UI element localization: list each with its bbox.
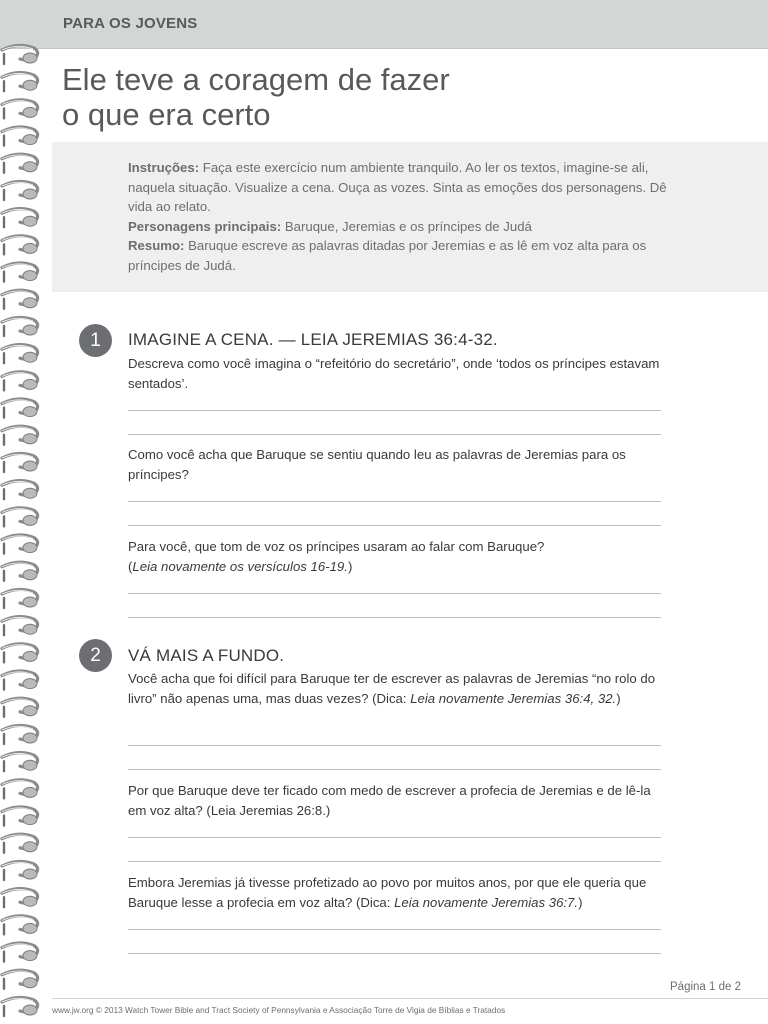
spiral-ring-icon	[2, 345, 38, 364]
summary-label: Resumo:	[128, 238, 185, 254]
spiral-ring-icon	[2, 372, 38, 391]
spiral-binding-icon	[0, 40, 48, 1024]
spiral-ring-icon	[2, 861, 38, 880]
spiral-ring-icon	[2, 780, 38, 799]
characters-body: Baruque, Jeremias e os príncipes de Judá	[281, 218, 532, 234]
spiral-ring-icon	[2, 154, 38, 173]
answer-line[interactable]	[128, 501, 661, 502]
spiral-ring-icon	[2, 589, 38, 608]
question-paren-close: )	[616, 691, 621, 706]
question-paren-close: )	[578, 895, 583, 910]
characters-label: Personagens principais:	[128, 218, 282, 234]
spiral-ring-icon	[2, 644, 38, 663]
answer-line[interactable]	[128, 525, 661, 526]
question-2-2	[128, 781, 668, 821]
spiral-ring-icon	[2, 399, 38, 418]
spiral-ring-icon	[2, 535, 38, 554]
answer-line[interactable]	[128, 434, 661, 435]
title-line-2: o que era certo	[62, 97, 271, 132]
spiral-ring-icon	[2, 453, 38, 472]
answer-line[interactable]	[128, 861, 661, 862]
spiral-ring-icon	[2, 45, 38, 64]
spiral-ring-icon	[2, 263, 38, 282]
question-hint: Leia novamente os versículos 16-19.	[132, 559, 348, 574]
spiral-ring-icon	[2, 698, 38, 717]
question-1-1	[128, 354, 668, 394]
answer-line[interactable]	[128, 953, 661, 954]
question-paren-close: )	[347, 559, 353, 574]
question-hint: Leia novamente Jeremias 36:4, 32.	[410, 691, 617, 706]
spiral-ring-icon	[2, 236, 38, 255]
spiral-ring-icon	[2, 725, 38, 744]
answer-line[interactable]	[128, 769, 661, 770]
answer-line[interactable]	[128, 837, 661, 838]
section-2-number-badge: 2	[79, 639, 112, 672]
question-text: Para você, que tom de voz os príncipes usaram ao falar com Baruque?	[128, 539, 545, 554]
question-text: Embora Jeremias já tivesse profetizado ao povo por muitos anos, por que ele queria que Baruque lesse a profecia em voz alta? (Dica:	[128, 875, 647, 910]
instructions-text	[128, 158, 673, 276]
instructions-body: Faça este exercício num ambiente tranquilo. Ao ler os textos, imagine-se ali, naquela situação. Visualize a cena. Ouça as vozes. Sinta as emoções dos personagens. Dê vida ao relato.	[128, 160, 667, 215]
question-1-3	[128, 537, 668, 577]
instructions-panel	[52, 142, 768, 292]
spiral-ring-icon	[2, 753, 38, 772]
spiral-ring-icon	[2, 426, 38, 445]
spiral-ring-icon	[2, 970, 38, 989]
spiral-ring-icon	[2, 562, 38, 581]
spiral-ring-icon	[2, 290, 38, 309]
spiral-ring-icon	[2, 508, 38, 527]
question-paren-open: (	[128, 559, 133, 574]
answer-line[interactable]	[128, 617, 661, 618]
spiral-ring-icon	[2, 916, 38, 935]
section-label: PARA OS JOVENS	[63, 15, 198, 32]
instructions-label: Instruções:	[128, 160, 200, 175]
question-1-2	[128, 445, 668, 485]
spiral-ring-icon	[2, 127, 38, 146]
answer-line[interactable]	[128, 745, 661, 746]
spiral-ring-icon	[2, 73, 38, 92]
spiral-ring-icon	[2, 834, 38, 853]
spiral-ring-icon	[2, 889, 38, 908]
spiral-ring-icon	[2, 317, 38, 336]
spiral-ring-icon	[2, 100, 38, 119]
question-text: Você acha que foi difícil para Baruque ter de escrever as palavras de Jeremias “no rolo do livro” não apenas uma, mas duas vezes? (Dica:	[128, 671, 656, 706]
spiral-ring-icon	[2, 617, 38, 636]
spiral-ring-icon	[2, 481, 38, 500]
summary-body: Baruque escreve as palavras ditadas por Jeremias e as lê em voz alta para os príncipes de Judá.	[128, 238, 647, 273]
section-2-title: VÁ MAIS A FUNDO.	[128, 646, 285, 665]
spiral-ring-icon	[2, 997, 38, 1016]
spiral-ring-icon	[2, 181, 38, 200]
answer-line[interactable]	[128, 593, 661, 594]
page-number: Página 1 de 2	[670, 981, 741, 993]
spiral-ring-icon	[2, 209, 38, 228]
question-2-1	[128, 669, 668, 709]
page-header-bar	[0, 0, 768, 49]
question-text: Descreva como você imagina o “refeitório do secretário”, onde ‘todos os príncipes estavam sentados’.	[128, 356, 660, 391]
question-text: Por que Baruque deve ter ficado com medo de escrever a profecia de Jeremias e de lê-la em voz alta? (Leia Jeremias 26:8.)	[128, 783, 651, 818]
footer-divider	[52, 998, 768, 999]
question-text: Como você acha que Baruque se sentiu quando leu as palavras de Jeremias para os príncipes?	[128, 447, 626, 482]
section-1-number-badge: 1	[79, 324, 112, 357]
answer-line[interactable]	[128, 410, 661, 411]
title-line-1: Ele teve a coragem de fazer	[62, 62, 450, 97]
spiral-ring-icon	[2, 943, 38, 962]
spiral-ring-icon	[2, 671, 38, 690]
footer-copyright: www.jw.org © 2013 Watch Tower Bible and Tract Society of Pennsylvania e Associação Torre de Vigia de Bíblias e Tratados	[52, 1005, 506, 1015]
answer-line[interactable]	[128, 929, 661, 930]
question-hint: Leia novamente Jeremias 36:7.	[394, 895, 579, 910]
page-title	[62, 62, 450, 132]
question-2-3	[128, 873, 668, 913]
section-1-title: IMAGINE A CENA. — LEIA JEREMIAS 36:4-32.	[128, 330, 498, 349]
spiral-ring-icon	[2, 807, 38, 826]
